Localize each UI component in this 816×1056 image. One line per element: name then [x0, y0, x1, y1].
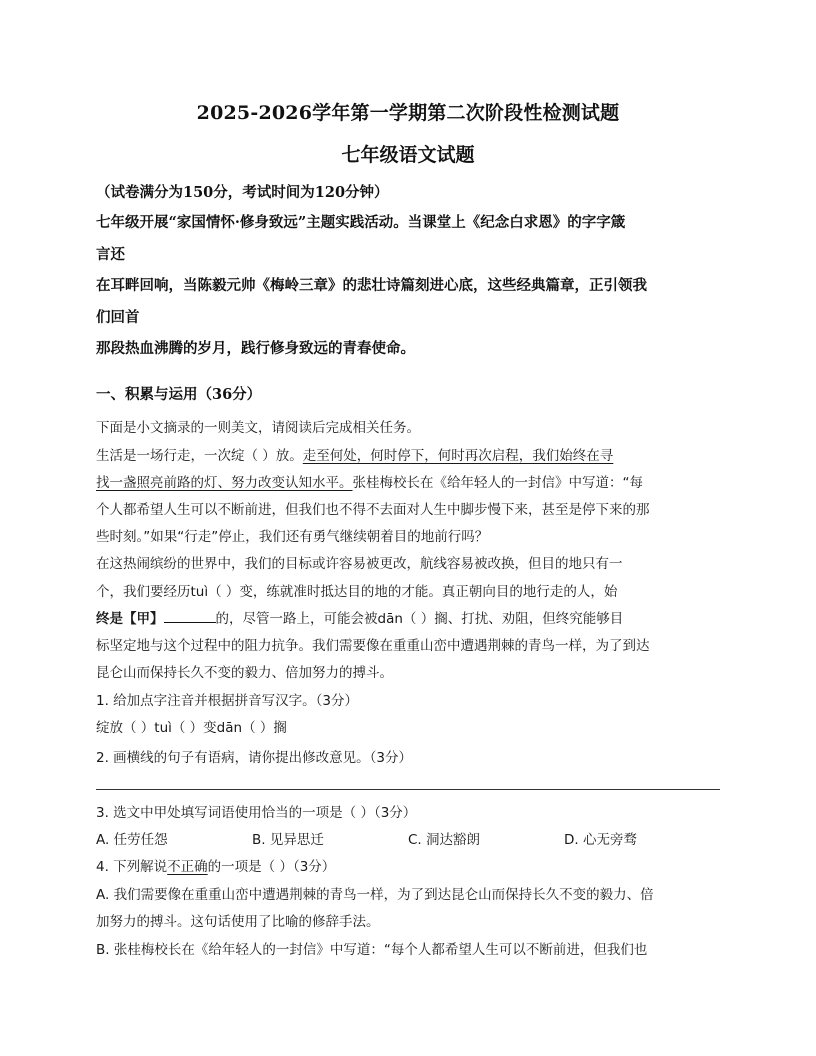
exam-note: （试卷满分为150分，考试时间为120分钟） — [96, 184, 389, 201]
question-4 — [96, 855, 335, 875]
q3-option-b[interactable]: B. 见异思迁 — [252, 832, 324, 848]
underlined-sentence-part-2: 找一盏照亮前路的灯、努力改变认知水平。 — [96, 475, 353, 491]
passage-line-5: 在这热闹缤纷的世界中，我们的目标或许容易被更改，航线容易被改换，但目的地只有一 — [96, 556, 623, 572]
q4-option-b-line-1[interactable]: B. 张桂梅校长在《给年轻人的一封信》中写道：“每个人都希望人生可以不断前进，但我们也 — [96, 942, 648, 958]
q4-option-a-line-2[interactable]: 加努力的搏斗。这句话使用了比喻的修辞手法。 — [96, 914, 380, 930]
answer-line[interactable] — [96, 789, 720, 790]
passage-line-9: 昆仑山而保持长久不变的毅力、倍加努力的搏斗。 — [96, 665, 393, 681]
intro-line-5: 那段热血沸腾的岁月，践行修身致远的青春使命。 — [96, 340, 415, 357]
q4-option-a-line-1[interactable]: A. 我们需要像在重重山峦中遭遇荆棘的青鸟一样，为了到达昆仑山而保持长久不变的毅力、倍 — [96, 887, 654, 903]
question-1: 1. 给加点字注音并根据拼音写汉字。（3分） — [96, 693, 359, 709]
passage-line-2 — [96, 471, 643, 491]
q4-emphasis: 不正确 — [167, 859, 208, 875]
intro-line-1: 七年级开展“家国情怀·修身致远”主题实践活动。当课堂上《纪念白求恩》的字字箴 — [96, 214, 626, 231]
intro-line-4: 们回首 — [96, 309, 140, 326]
passage-line-4: 些时刻。”如果“行走”停止，我们还有勇气继续朝着目的地前行吗？ — [96, 529, 489, 545]
passage-line-8: 标坚定地与这个过程中的阻力抗争。我们需要像在重重山峦中遭遇荆棘的青鸟一样，为了到达 — [96, 638, 650, 654]
passage-line-7 — [96, 607, 623, 627]
intro-line-2: 言还 — [96, 246, 125, 263]
blank-marker-jia: 终是【甲】 — [96, 611, 164, 627]
q3-option-a[interactable]: A. 任劳任怨 — [96, 832, 168, 848]
passage-text: 张桂梅校长在《给年轻人的一封信》中写道：“每 — [352, 475, 643, 491]
passage-text: 生活是一场行走，一次绽（ ）放。 — [96, 448, 303, 464]
question-2: 2. 画横线的句子有语病，请你提出修改意见。（3分） — [96, 750, 413, 766]
passage-line-6: 个，我们要经历tuì（ ）变，练就准时抵达目的地的才能。真正朝向目的地行走的人，始 — [96, 584, 618, 600]
question-1-fill: 绽放（ ）tuì（ ）变dān（ ）搁 — [96, 720, 287, 736]
q4-text-end: 的一项是（ ）（3分） — [207, 859, 336, 875]
underlined-sentence-part-1: 走至何处，何时停下，何时再次启程，我们始终在寻 — [302, 448, 614, 464]
exam-subtitle: 七年级语文试题 — [341, 144, 475, 166]
exam-title: 2025-2026学年第一学期第二次阶段性检测试题 — [196, 102, 620, 124]
passage-line-3: 个人都希望人生可以不断前进，但我们也不得不去面对人生中脚步慢下来，甚至是停下来的那 — [96, 502, 650, 518]
question-3: 3. 选文中甲处填写词语使用恰当的一项是（ ）（3分） — [96, 805, 417, 821]
q3-option-d[interactable]: D. 心无旁骛 — [564, 832, 637, 848]
q3-option-c[interactable]: C. 洞达豁朗 — [408, 832, 481, 848]
passage-line-1 — [96, 444, 613, 464]
passage-lead: 下面是小文摘录的一则美文，请阅读后完成相关任务。 — [96, 420, 420, 436]
section-heading: 一、积累与运用（36分） — [96, 386, 262, 403]
passage-text: 的，尽管一路上，可能会被dān（ ）搁、打扰、劝阻，但终究能够目 — [215, 611, 624, 627]
intro-line-3: 在耳畔回响，当陈毅元帅《梅岭三章》的悲壮诗篇刻进心底，这些经典篇章，正引领我 — [96, 277, 647, 294]
q4-text: 4. 下列解说 — [96, 859, 168, 875]
fill-blank-jia[interactable] — [164, 610, 216, 623]
